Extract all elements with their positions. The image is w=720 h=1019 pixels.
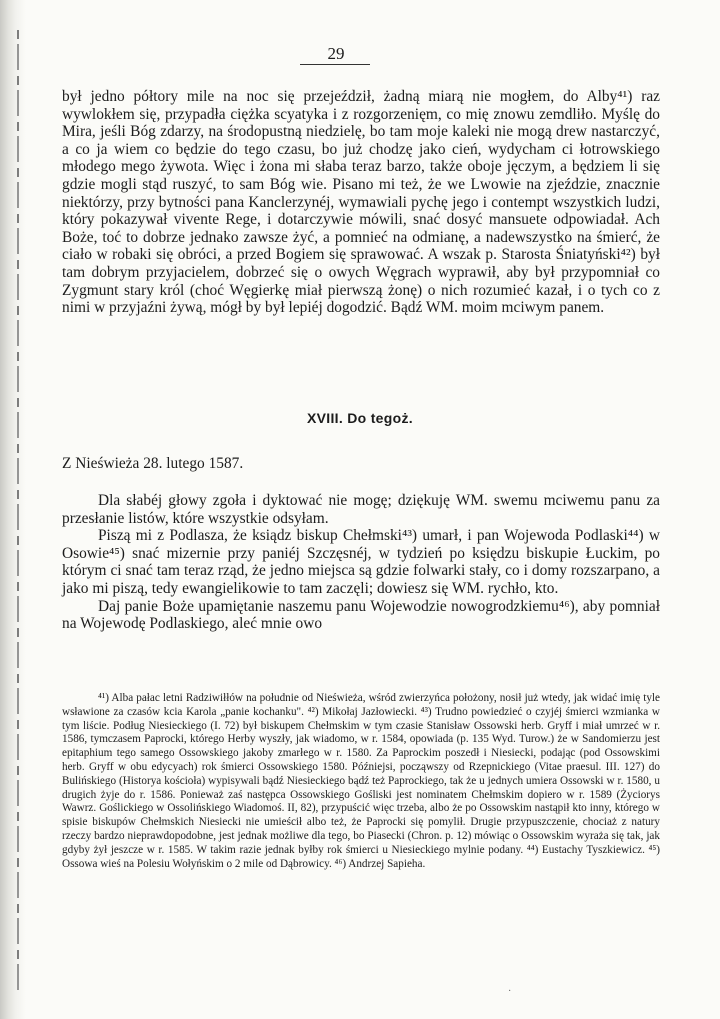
letter-dateline: Z Nieświeża 28. lutego 1587.: [62, 455, 244, 472]
continued-paragraph: [62, 88, 660, 317]
page-number-rule: [300, 64, 370, 65]
footnotes: [62, 692, 660, 871]
page-number: 29: [327, 44, 345, 63]
letter-body: [62, 492, 660, 633]
binding-edge: [17, 30, 19, 990]
book-spine-shadow: [0, 0, 26, 1019]
footnote-text: ⁴¹) Alba pałac letni Radziwiłłów na południe od Nieświeża, wśród zwierzyńca położony, nosił już wtedy, jak widać imię tyle wsławione za czasów kcia Karola „panie kochanku". ⁴²) Mikołaj Jazłowiecki. ⁴³) Trudno powiedzieć o czyjéj śmierci wzmianka w tym liście. Podług Niesieckiego (I. 72) był biskupem Chełmskim w tym czasie Stanisław Ossowski herb. Gryff i miał umrzeć w r. 1586, tymczasem Paprocki, którego Herby wyszły, jak wiadomo, w r. 1584, opowiada (p. 135 Wyd. Turow.) że w Sandomierzu jest epitaphium tego samego Ossowskiego jakoby zmarłego w r. 1580. Za Paprockim poszedł i Niesiecki, podając (pod Ossowskimi herb. Gryff w obu edycyach) rok śmierci Ossowskiego 1580. Późniejsi, począwszy od Rzepnickiego (Vitae praesul. III. 127) do Bulińskiego (Historya kościoła) wypisywali bądź Niesieckiego bądź też Paprockiego, tak że u jednych umiera Ossowski w r. 1580, u drugich żyje do r. 1586. Ponieważ zaś następca Ossowskiego Gośliski jest nominatem Chełmskim dopiero w r. 1589 (Życiorys Wawrz. Goślickiego w Ossolińskiego Wiadomoś. II, 82), przypuścić więc trzeba, albo że po Ossowskim nastąpił kto inny, którego w spisie biskupów Chełmskich Niesiecki nie umieścił albo też, że Paprocki się pomylił. Drugie przypuszczenie, chociaż z natury rzeczy bardzo nieprawdopodobne, jest jednak możliwe dla tego, bo Piasecki (Chron. p. 12) mówiąc o Ossowskim wyraża się tak, jak gdyby żył jeszcze w r. 1585. W takim razie jednak byłby rok śmierci u Niesieckiego mylnie podany. ⁴⁴) Eustachy Tyszkiewicz. ⁴⁵) Ossowa wieś na Polesiu Wołyńskim o 2 mile od Dąbrowicy. ⁴⁶) Andrzej Sapieha.: [62, 692, 660, 870]
letter-paragraph: Daj panie Boże upamiętanie naszemu panu Wojewodzie nowogrodzkiemu⁴⁶), aby pomniał na Wojewodę Podlaskiego, aleć mnie owo: [62, 597, 660, 633]
letter-paragraph: Dla słabéj głowy zgoła i dyktować nie mogę; dziękuję WM. swemu mciwemu panu za przesłanie listów, które wszystkie odsyłam.: [62, 492, 660, 527]
letter-paragraph: Piszą mi z Podlasza, że ksiądz biskup Chełmski⁴³) umarł, i pan Wojewoda Podlaski⁴⁴) w Osowie⁴⁵) snać mizernie przy paniéj Szczęsnéj, w tydzień po księdzu biskupie Łuckim, po którym ci snać tam teraz rząd, że jedno miejsca są gdzie folwarki stały, co i domy rozszarpano, a jako mi piszą, tedy ewangielikowie to tam zaczęli; dowiesz się WM. rychło, kto.: [62, 527, 660, 597]
paper-speck: ·: [508, 986, 512, 997]
paragraph-text: był jedno półtory mile na noc się przejeździł, żadną miarą nie mogłem, do Alby⁴¹) raz wywlokłem się, przypadła ciężka scyatyka i z rozgorzenięm, co mię znowu zemdliło. Myślę do Mira, jeśli Bóg zdarzy, na środopustną niedzielę, bo tam moje kaleki nie mogą drew nastarczyć, a co ja wiem co będzie do tego czasu, bo już chodzę jako cień, wydycham ci łotrowskiego młodego mego żywota. Więc i żona mi słaba teraz barzo, także oboje jęczym, a będziem li się gdzie mogli stąd ruszyć, to sam Bóg wie. Pisano mi też, że we Lwowie na zjeździe, znacznie niektórzy, przy bytności pana Kanclerzynéj, wymawiali pychę jego i contempt wszystkich ludzi, który pokazywał vivente Rege, i dotarczywie mówili, snać dosyć mansuete odpowiadał. Ach Boże, toć to dobrze jednako zawsze żyć, a pomnieć na odmianę, a nadewszystko na śmierć, że ciało w robaki się obróci, a przed Bogiem się sprawować. A wszak p. Starosta Śniatyński⁴²) był tam dobrym przyjacielem, dobrzeć się o owych Węgrach wyprawił, aby był przypomniał co Zygmunt stary król (choć Węgierkę miał pierwszą żonę) o nich rozumieć kazał, i o tych co z nimi w przyjaźni żywą, mógł by był lepiéj dogodzić. Bądź WM. moim mciwym panem.: [62, 88, 660, 317]
letter-heading: XVIII. Do tegoż.: [307, 410, 413, 426]
